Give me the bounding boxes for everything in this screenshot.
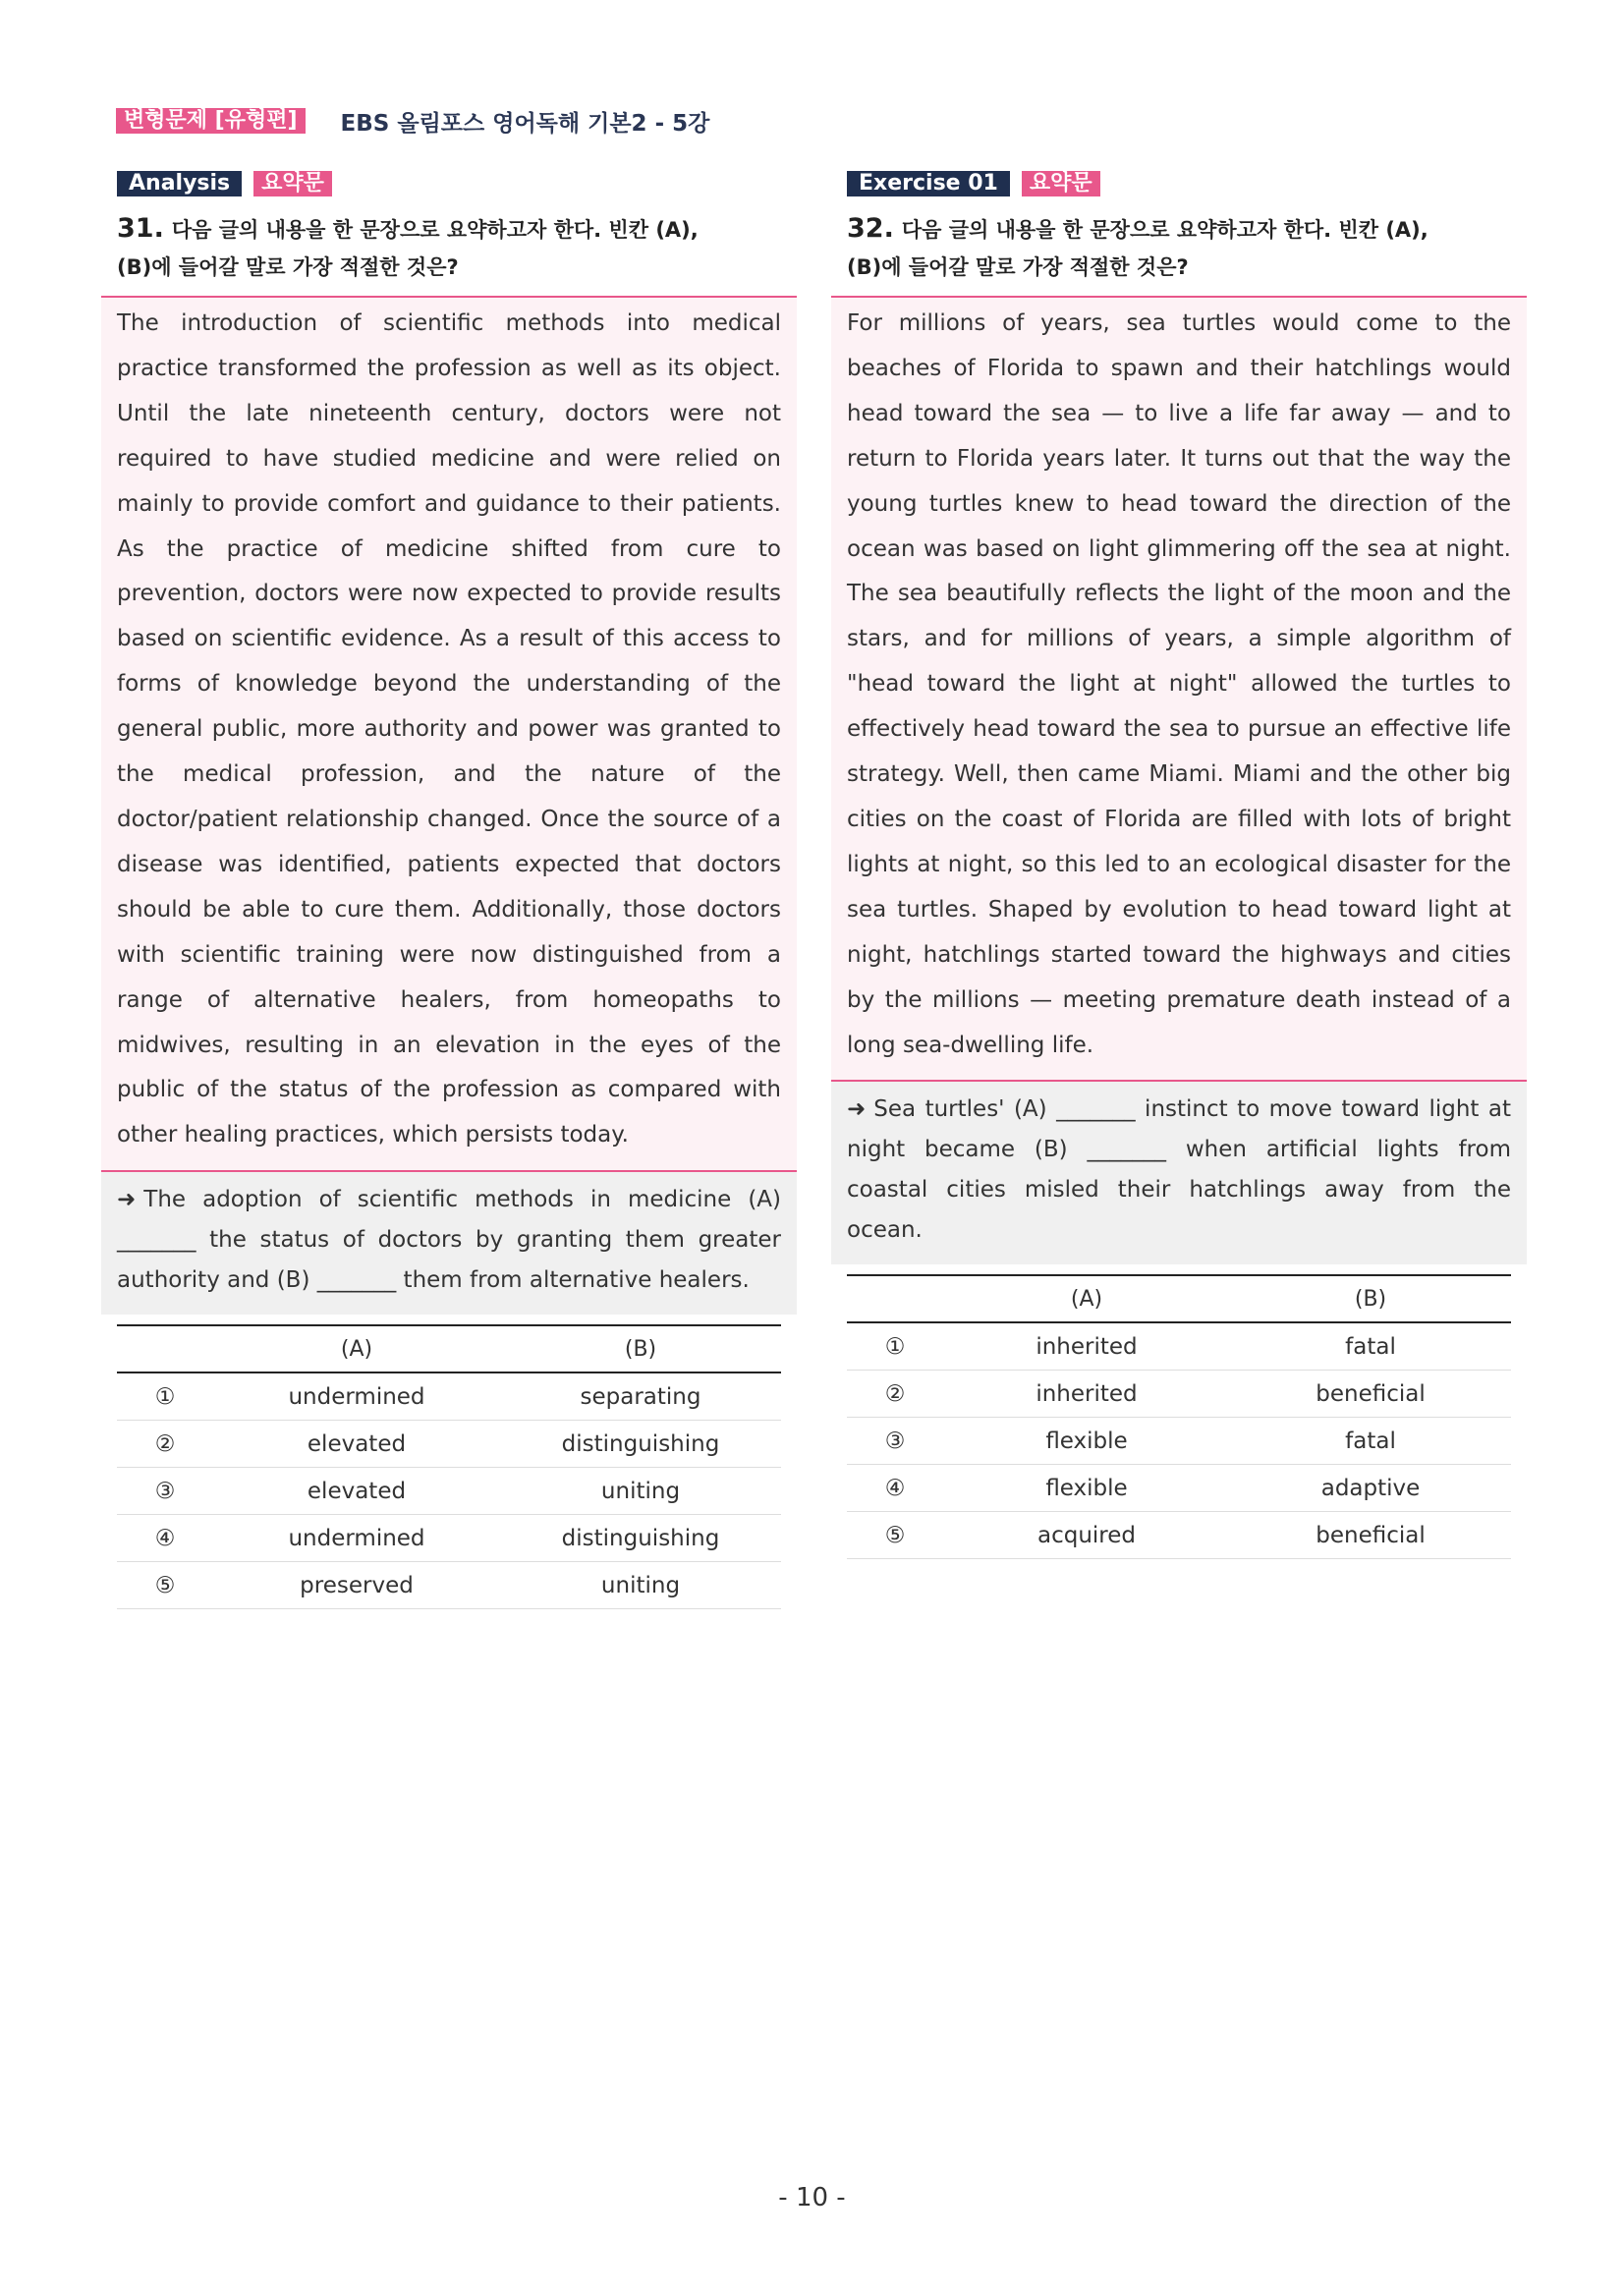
choice-row-5[interactable] (847, 1512, 1511, 1559)
choice-number: ④ (847, 1465, 943, 1512)
choice-row-1[interactable] (847, 1322, 1511, 1371)
summary-text: Sea turtles' (A) _______ instinct to move toward light at night became (B) _______ when artificial lights from coastal cities misled their hatchlings away from the ocean. (847, 1096, 1511, 1244)
choice-a: undermined (213, 1515, 500, 1562)
choice-number: ② (847, 1371, 943, 1418)
choice-number: ③ (117, 1468, 213, 1515)
choice-number: ⑤ (847, 1512, 943, 1559)
choices-header-row (847, 1275, 1511, 1322)
summary-text: The adoption of scientific methods in medicine (A) _______ the status of doctors by granting them greater authority and (B) _______ them from alternative healers. (117, 1187, 781, 1294)
choice-b: beneficial (1230, 1512, 1511, 1559)
arrow-icon: ➜ (847, 1096, 867, 1123)
instruction-line2: (B)에 들어갈 말로 가장 적절한 것은? (847, 255, 1189, 279)
column-b-header: (B) (1230, 1275, 1511, 1322)
choices-header-row (117, 1325, 781, 1372)
choice-row-4[interactable] (117, 1515, 781, 1562)
question-31 (101, 171, 797, 1609)
choice-row-4[interactable] (847, 1465, 1511, 1512)
choice-row-2[interactable] (117, 1421, 781, 1468)
choice-a: flexible (943, 1418, 1230, 1465)
choice-row-3[interactable] (117, 1468, 781, 1515)
header-badge: 변형문제 [유형편] (116, 108, 306, 134)
choice-number: ③ (847, 1418, 943, 1465)
choice-b: fatal (1230, 1322, 1511, 1371)
choice-number: ① (847, 1322, 943, 1371)
choice-b: distinguishing (500, 1515, 781, 1562)
choice-row-1[interactable] (117, 1372, 781, 1421)
tag-analysis: Analysis (117, 171, 242, 196)
question-instruction (847, 210, 1527, 286)
choice-a: elevated (213, 1468, 500, 1515)
choices-table (117, 1324, 781, 1609)
choice-number-header (847, 1275, 943, 1322)
summary-box (101, 1172, 797, 1315)
column-a-header: (A) (213, 1325, 500, 1372)
choice-number: ⑤ (117, 1562, 213, 1609)
choice-a: preserved (213, 1562, 500, 1609)
choice-b: distinguishing (500, 1421, 781, 1468)
choice-row-2[interactable] (847, 1371, 1511, 1418)
question-instruction (117, 210, 797, 286)
summary-box (831, 1082, 1527, 1264)
choice-b: separating (500, 1372, 781, 1421)
question-tags (847, 171, 1527, 196)
choice-a: acquired (943, 1512, 1230, 1559)
choice-number: ② (117, 1421, 213, 1468)
passage-text: For millions of years, sea turtles would come to the beaches of Florida to spawn and their hatchlings would head toward the sea — to live a life far away — and to return to Florida years later. It turns out that the way the young turtles knew to head toward the direction of the ocean was based on light glimmering off the sea at night. The sea beautifully reflects the light of the moon and the stars, and for millions of years, a simple algorithm of "head toward the light at night" allowed the turtles to effectively head toward the sea to pursue an effective life strategy. Well, then came Miami. Miami and the other big cities on the coast of Florida are filled with lots of bright lights at night, so this led to an ecological disaster for the sea turtles. Shaped by evolution to head toward light at night, hatchlings started toward the highways and cities by the millions — meeting premature death instead of a long sea-dwelling life. (831, 296, 1527, 1082)
instruction-line1: 다음 글의 내용을 한 문장으로 요약하고자 한다. 빈칸 (A), (901, 218, 1428, 242)
choice-number-header (117, 1325, 213, 1372)
choice-b: beneficial (1230, 1371, 1511, 1418)
page-number: - 10 - (778, 2183, 846, 2212)
page-header (116, 104, 709, 138)
choice-b: uniting (500, 1562, 781, 1609)
choice-row-5[interactable] (117, 1562, 781, 1609)
choice-a: inherited (943, 1371, 1230, 1418)
question-number: 32. (847, 213, 894, 244)
question-number: 31. (117, 213, 164, 244)
question-tags (117, 171, 797, 196)
header-title: EBS 올림포스 영어독해 기본2 - 5강 (340, 110, 710, 137)
choice-b: adaptive (1230, 1465, 1511, 1512)
question-32 (831, 171, 1527, 1559)
choice-a: flexible (943, 1465, 1230, 1512)
choice-b: uniting (500, 1468, 781, 1515)
tag-summary: 요약문 (1022, 171, 1100, 196)
choice-a: inherited (943, 1322, 1230, 1371)
tag-exercise: Exercise 01 (847, 171, 1010, 196)
column-b-header: (B) (500, 1325, 781, 1372)
passage-text: The introduction of scientific methods into medical practice transformed the profession as well as its object. Until the late nineteenth century, doctors were not required to have studied medicine and were relied on mainly to provide comfort and guidance to their patients. As the practice of medicine shifted from cure to prevention, doctors were now expected to provide results based on scientific evidence. As a result of this access to forms of knowledge beyond the understanding of the general public, more authority and power was granted to the medical profession, and the nature of the doctor/patient relationship changed. Once the source of a disease was identified, patients expected that doctors should be able to cure them. Additionally, those doctors with scientific training were now distinguished from a range of alternative healers, from homeopaths to midwives, resulting in an elevation in the eyes of the public of the status of the profession as compared with other healing practices, which persists today. (101, 296, 797, 1172)
choice-b: fatal (1230, 1418, 1511, 1465)
choice-a: undermined (213, 1372, 500, 1421)
tag-summary: 요약문 (253, 171, 332, 196)
choice-number: ④ (117, 1515, 213, 1562)
arrow-icon: ➜ (117, 1187, 137, 1213)
instruction-line1: 다음 글의 내용을 한 문장으로 요약하고자 한다. 빈칸 (A), (171, 218, 699, 242)
choice-row-3[interactable] (847, 1418, 1511, 1465)
choice-a: elevated (213, 1421, 500, 1468)
choice-number: ① (117, 1372, 213, 1421)
column-a-header: (A) (943, 1275, 1230, 1322)
instruction-line2: (B)에 들어갈 말로 가장 적절한 것은? (117, 255, 459, 279)
choices-table (847, 1274, 1511, 1559)
